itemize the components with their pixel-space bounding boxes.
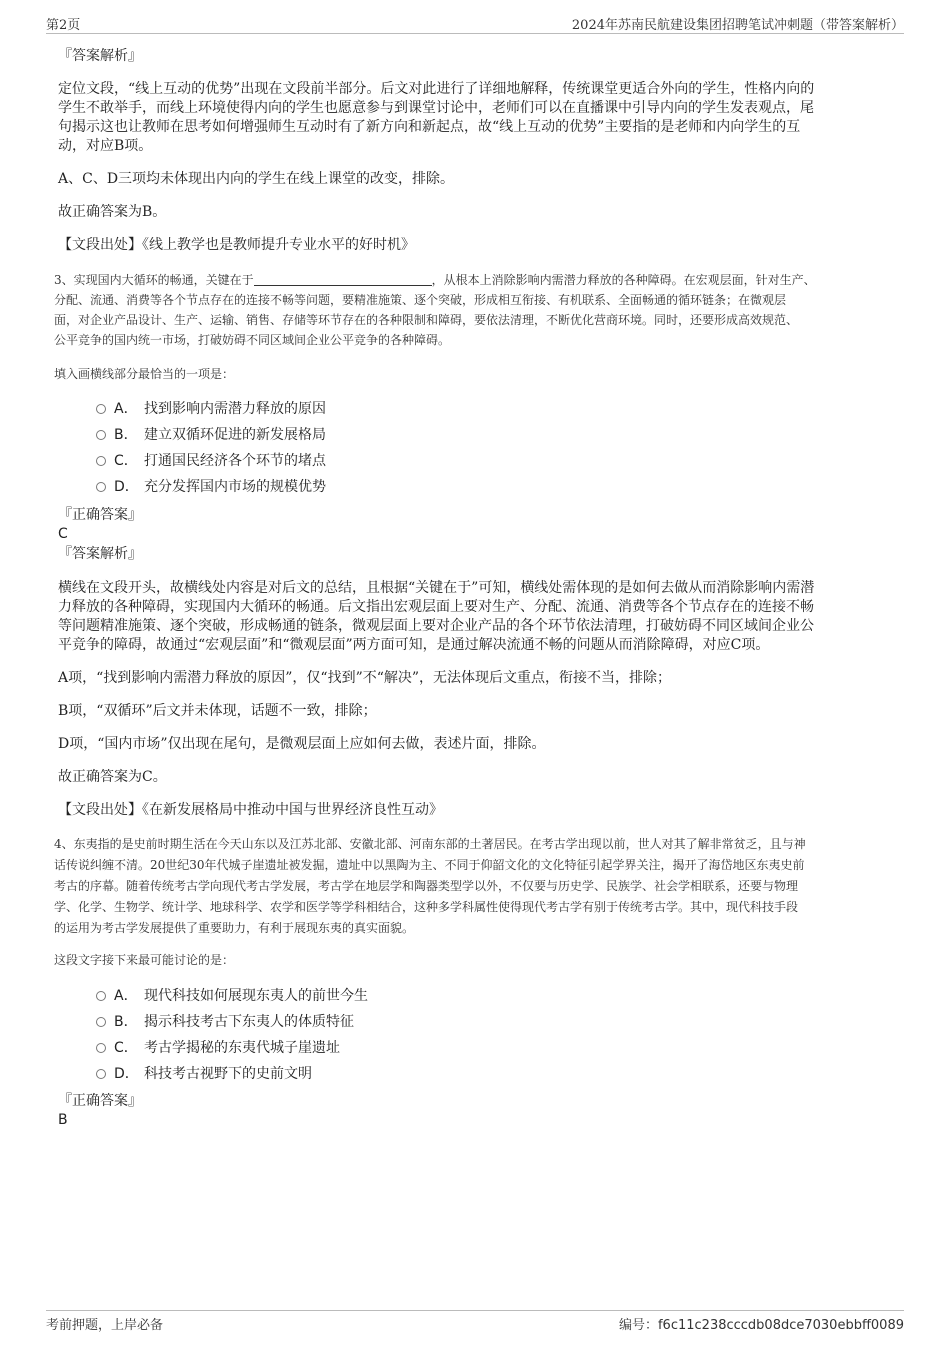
q3-option-c[interactable]: C． 打通国民经济各个环节的堵点 — [96, 451, 326, 471]
header-divider — [46, 33, 904, 34]
q3-analysis-line: 力释放的各种障碍，实现国内大循环的畅通。后文指出宏观层面上要对生产、分配、流通、消费等各个节点存在的连接不畅 — [58, 599, 814, 615]
q3-answer-label: 『正确答案』 — [58, 507, 142, 523]
q4-prompt: 这段文字接下来最可能讨论的是： — [54, 953, 235, 967]
answer-blank — [254, 273, 432, 286]
q4-stem-line: 学、化学、生物学、统计学、地球科学、农学和医学等学科相结合，这种多学科属性使得现代考古学有别于传统考古学。其中，现代科技手段 — [54, 900, 799, 914]
document-id: 编号：f6c11c238cccdb08dce7030ebbff0089 — [618, 1318, 904, 1333]
q3-option-a[interactable]: A． 找到影响内需潜力释放的原因 — [96, 399, 326, 419]
radio-icon[interactable] — [96, 430, 106, 440]
q3-answer: C — [58, 526, 68, 542]
footer-divider — [46, 1310, 904, 1311]
q2-conclusion: 故正确答案为B。 — [58, 204, 167, 220]
radio-icon[interactable] — [96, 991, 106, 1001]
radio-icon[interactable] — [96, 482, 106, 492]
document-title: 2024年苏南民航建设集团招聘笔试冲刺题（带答案解析） — [571, 18, 904, 33]
footer-slogan: 考前押题，上岸必备 — [46, 1318, 164, 1333]
q3-stem-line: 分配、流通、消费等各个节点存在的连接不畅等问题，要精准施策、逐个突破，形成相互衔接、有机联系、全面畅通的循环链条；在微观层 — [54, 293, 787, 307]
q4-stem-line: 话传说纠缠不清。20世纪30年代城子崖遗址被发掘，遗址中以黑陶为主、不同于仰韶文化的文化特征引起学界关注，揭开了海岱地区东夷史前 — [54, 858, 805, 872]
q3-analysis-line: 平竞争的障碍，故通过“宏观层面”和“微观层面”两方面可知，是通过解决流通不畅的问题从而消除障碍，对应C项。 — [58, 637, 770, 653]
q4-answer-label: 『正确答案』 — [58, 1093, 142, 1109]
q3-stem-line: 面，对企业产品设计、生产、运输、销售、存储等环节存在的各种限制和障碍，要依法清理，不断优化营商环境。同时，还要形成高效规范、 — [54, 313, 799, 327]
q3-stem-first: 3、实现国内大循环的畅通，关键在于 ，从根本上消除影响内需潜力释放的各种障碍。在宏观层面，针对生产、 — [54, 273, 816, 287]
radio-icon[interactable] — [96, 1069, 106, 1079]
radio-icon[interactable] — [96, 404, 106, 414]
q3-option-d[interactable]: D． 充分发挥国内市场的规模优势 — [96, 477, 326, 497]
q3-prompt: 填入画横线部分最恰当的一项是： — [54, 367, 235, 381]
q4-stem-line: 4、东夷指的是史前时期生活在今天山东以及江苏北部、安徽北部、河南东部的土著居民。在考古学出现以前，世人对其了解非常贫乏，且与神 — [54, 837, 806, 851]
q4-option-a[interactable]: A． 现代科技如何展现东夷人的前世今生 — [96, 986, 368, 1006]
q4-option-b[interactable]: B． 揭示科技考古下东夷人的体质特征 — [96, 1012, 354, 1032]
q2-exclude: A、C、D三项均未体现出内向的学生在线上课堂的改变，排除。 — [58, 171, 455, 187]
q4-option-d[interactable]: D． 科技考古视野下的史前文明 — [96, 1064, 312, 1084]
q4-option-c[interactable]: C． 考古学揭秘的东夷代城子崖遗址 — [96, 1038, 340, 1058]
radio-icon[interactable] — [96, 1043, 106, 1053]
q3-analysis-line: 等问题精准施策、逐个突破，形成畅通的链条，微观层面上要对企业产品的各个环节依法清理，打破妨碍不同区域间企业公 — [58, 618, 814, 634]
radio-icon[interactable] — [96, 456, 106, 466]
q2-analysis-label: 『答案解析』 — [58, 48, 142, 64]
q4-stem-line: 考古的序幕。随着传统考古学向现代考古学发展，考古学在地层学和陶器类型学以外，不仅要与历史学、民族学、社会学相联系，还要与物理 — [54, 879, 799, 893]
q3-analysis-line: 横线在文段开头，故横线处内容是对后文的总结，且根据“关键在于”可知，横线处需体现的是如何去做从而消除影响内需潜 — [58, 580, 815, 596]
q2-analysis-line: 句揭示这也让教师在思考如何增强师生互动时有了新方向和新起点，故“线上互动的优势”主要指的是老师和内向学生的互 — [58, 119, 801, 135]
q3-explain-b: B项，“双循环”后文并未体现，话题不一致，排除； — [58, 703, 377, 719]
q3-option-b[interactable]: B． 建立双循环促进的新发展格局 — [96, 425, 326, 445]
q3-analysis-label: 『答案解析』 — [58, 546, 142, 562]
radio-icon[interactable] — [96, 1017, 106, 1027]
q2-analysis-line: 动，对应B项。 — [58, 138, 153, 154]
q3-conclusion: 故正确答案为C。 — [58, 769, 167, 785]
q2-analysis-line: 学生不敢举手，而线上环境使得内向的学生也愿意参与到课堂讨论中，老师们可以在直播课中引导内向的学生发表观点，尾 — [58, 100, 814, 116]
q2-analysis-line: 定位文段，“线上互动的优势”出现在文段前半部分。后文对此进行了详细地解释，传统课堂更适合外向的学生，性格内向的 — [58, 81, 815, 97]
q3-explain-d: D项，“国内市场”仅出现在尾句，是微观层面上应如何去做，表述片面，排除。 — [58, 736, 546, 752]
q2-source: 【文段出处】《线上教学也是教师提升专业水平的好时机》 — [58, 237, 415, 253]
q3-source: 【文段出处】《在新发展格局中推动中国与世界经济良性互动》 — [58, 802, 443, 818]
q3-explain-a: A项，“找到影响内需潜力释放的原因”，仅“找到”不“解决”，无法体现后文重点，衔接不当，排除； — [58, 670, 672, 686]
q4-answer: B — [58, 1112, 68, 1128]
q4-stem-line: 的运用为考古学发展提供了重要助力，有利于展现东夷的真实面貌。 — [54, 921, 415, 935]
q3-stem-line: 公平竞争的国内统一市场，打破妨碍不同区域间企业公平竞争的各种障碍。 — [54, 333, 451, 347]
page-number: 第2页 — [46, 18, 81, 33]
